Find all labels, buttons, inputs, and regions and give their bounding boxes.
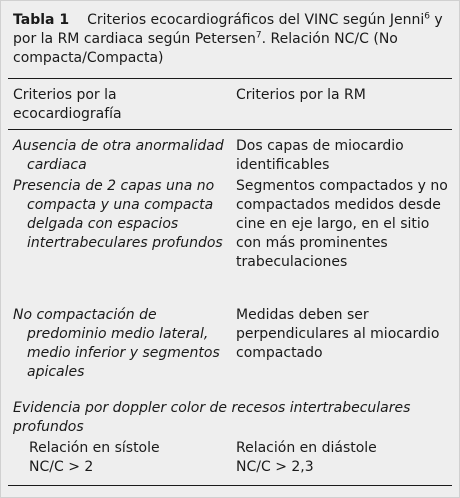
row2-mri: Segmentos compactados y no compactados medidos desde cine en eje largo, en el sitio con más prominentes trabeculaciones [236, 178, 448, 270]
systole-value: NC/C > 2 [29, 459, 94, 475]
row1-echo: Ausencia de otra anormalidad cardiaca [13, 138, 224, 173]
row3-echo: No compactación de predominio medio lateral, medio inferior y segmentos apicales [13, 307, 220, 380]
systole-label: Relación en sístole [29, 440, 160, 456]
reference-6[interactable]: 6 [424, 11, 430, 22]
bottom-rule [8, 485, 452, 486]
row3-mri: Medidas deben ser perpendiculares al miocardio compactado [236, 307, 440, 361]
top-rule [8, 78, 452, 79]
caption-text-a: Criterios ecocardiográficos del VINC según Jenni [87, 12, 425, 28]
header-echo: Criterios por la ecocardiografía [13, 87, 122, 122]
reference-7[interactable]: 7 [255, 30, 262, 41]
table-label: Tabla 1 [13, 12, 70, 28]
diastole-value: NC/C > 2,3 [236, 459, 314, 475]
caption-text-c: . Relación NC/C (No compacta/Compacta) [13, 31, 398, 66]
row2-echo: Presencia de 2 capas una no compacta y una compacta delgada con espacios intertrabeculares profundos [13, 178, 223, 251]
table-caption [13, 11, 453, 68]
diastole-label: Relación en diástole [236, 440, 377, 456]
row1-mri: Dos capas de miocardio identificables [236, 138, 404, 173]
doppler-criterion: Evidencia por doppler color de recesos intertrabeculares profundos [13, 400, 411, 435]
header-rule [8, 129, 452, 130]
caption-text-b: y por la RM cardiaca según Petersen [13, 12, 443, 47]
header-mri: Criterios por la RM [236, 87, 366, 103]
